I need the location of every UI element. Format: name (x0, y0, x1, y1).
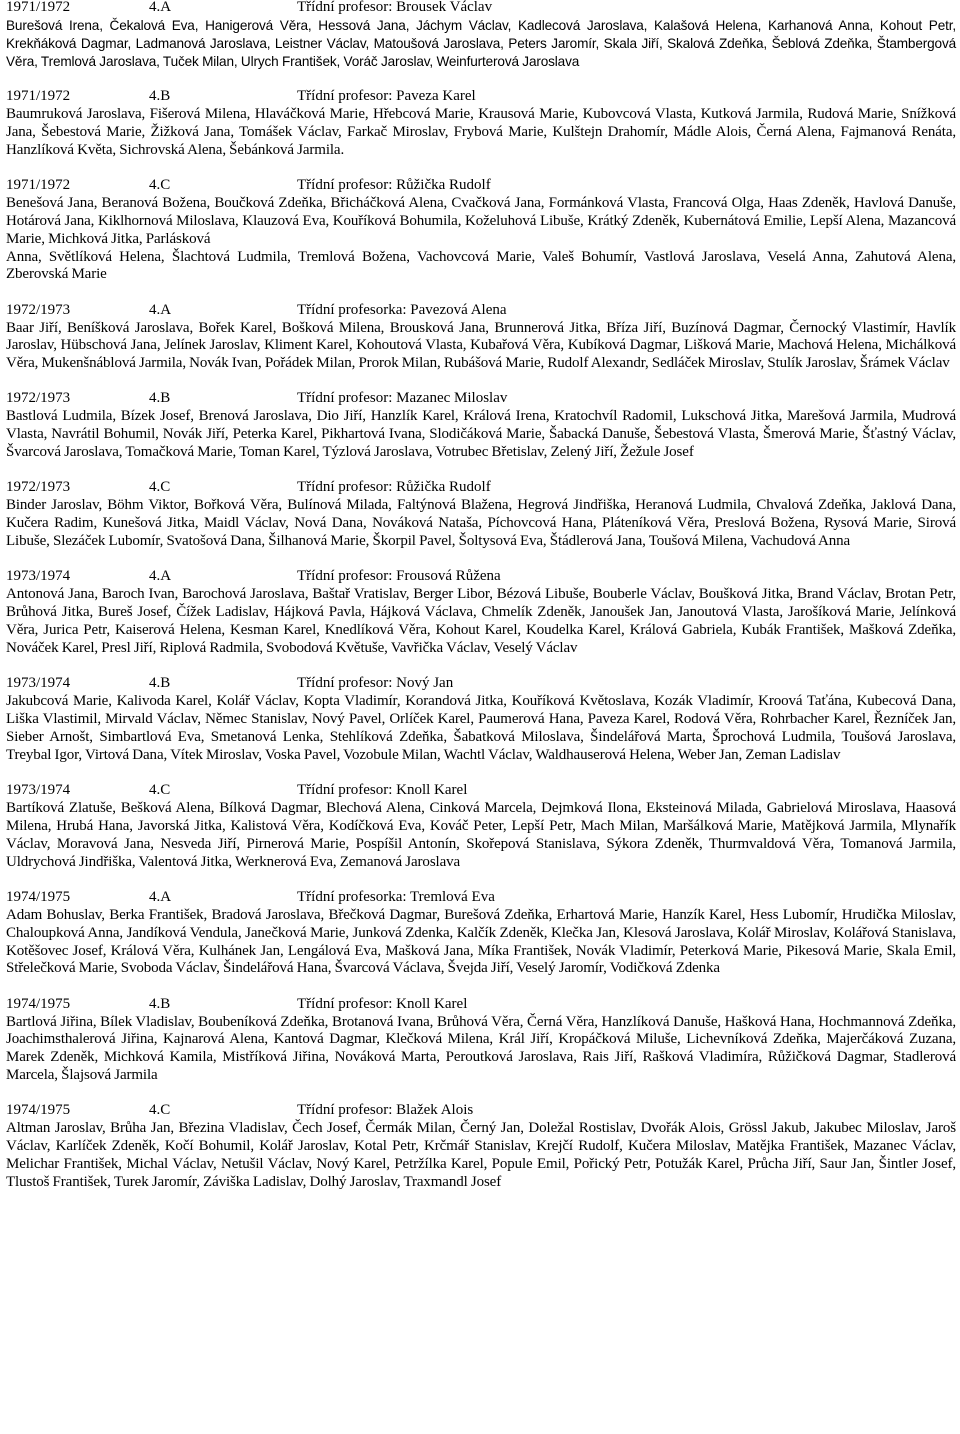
section-header (6, 479, 956, 497)
class-section (6, 568, 956, 658)
student-list: Baar Jiří, Beníšková Jaroslava, Bořek Karel, Bošková Milena, Brousková Jana, Brunnerová Jitka, Bříza Jiří, Buzínová Dagmar, Černocký Vlastimír, Havlík Jaroslav, Hübschová Jana, Jelínek Jaroslav, Kliment Karel, Kohoutová Vlasta, Kubařová Věra, Kubíková Dagmar, Lišková Marie, Machová Helena, Michálková Věra, Mukenšnáblová Jarmila, Novák Ivan, Pořádek Milan, Prorok Milan, Rubášová Marie, Rudolf Alexandr, Sedláček Miroslav, Stulík Jaroslav, Šrámek Václav (6, 319, 956, 372)
class-section (6, 390, 956, 462)
class-teacher: Třídní profesor: Růžička Rudolf (297, 479, 491, 496)
school-year: 1972/1973 (6, 479, 71, 496)
section-header (6, 88, 956, 106)
class-section (6, 996, 956, 1086)
school-year: 1971/1972 (6, 0, 71, 15)
class-section (6, 479, 956, 551)
school-year: 1974/1975 (6, 995, 71, 1012)
class-label: 4.A (149, 301, 172, 318)
section-header (6, 177, 956, 195)
section-header (6, 0, 956, 17)
school-year: 1974/1975 (6, 1102, 71, 1119)
school-year: 1971/1972 (6, 87, 71, 104)
section-header (6, 568, 956, 586)
class-label: 4.C (149, 176, 171, 193)
student-list: Benešová Jana, Beranová Božena, Boučková Zdeňka, Břicháčková Alena, Cvačková Jana, Formánková Vlasta, Francová Olga, Haas Zdeněk, Havlová Danuše, Hotárová Jana, Kiklhornová Miloslava, Klauzová Eva, Kouříková Bohumila, Koželuhová Libuše, Krátký Zdeněk, Kubernátová Emilie, Lepší Alena, Mazancová Marie, Michková Jitka, Parlásková (6, 194, 956, 247)
student-list: Baumruková Jaroslava, Fišerová Milena, Hlaváčková Marie, Hřebcová Marie, Krausová Marie, Kubovcová Vlasta, Kutková Jarmila, Rudová Marie, Snížková Jana, Šebestová Marie, Žižková Jana, Tomášek Václav, Farkač Miroslav, Frybová Marie, Kulštejn Drahomír, Mádle Alois, Černá Alena, Fajmanová Renáta, Hanzlíková Květa, Sichrovská Alena, Šebánková Jarmila. (6, 105, 956, 158)
student-list: Altman Jaroslav, Brůha Jan, Březina Vladislav, Čech Josef, Čermák Milan, Černý Jan, Doležal Rostislav, Dvořák Alois, Grössl Jakub, Jakubec Miloslav, Jaroš Václav, Karlíček Zdeněk, Kočí Bohumil, Kolář Jaroslav, Kotal Petr, Krčmář Stanislav, Krejčí Rudolf, Kučera Miloslav, Matějka František, Mazanec Václav, Melichar František, Michal Václav, Netušil Václav, Nový Karel, Petržílka Karel, Popule Emil, Pořický Petr, Potužák Karel, Průcha Jiří, Saur Jan, Šintler Josef, Tlustoš František, Turek Jaromír, Záviška Ladislav, Dolhý Jaroslav, Traxmandl Josef (6, 1120, 956, 1191)
class-label: 4.B (149, 995, 171, 1012)
class-label: 4.B (149, 87, 171, 104)
school-year: 1973/1974 (6, 781, 71, 798)
class-label: 4.C (149, 781, 171, 798)
student-list: Antonová Jana, Baroch Ivan, Barochová Jaroslava, Baštař Vratislav, Berger Libor, Bézová Libuše, Bouberle Václav, Boušková Jitka, Brand Václav, Brotan Petr, Brůhová Jitka, Bureš Josef, Čížek Ladislav, Hájková Pavla, Hájková Václava, Chmelík Zdeněk, Janoušek Jan, Janoutová Vlasta, Jarošíková Marie, Jelínková Věra, Jurica Petr, Kaiserová Helena, Kesman Karel, Knedlíková Věra, Kohout Karel, Koudelka Karel, Králová Gabriela, Kubák František, Mašková Zdeňka, Nováček Karel, Presl Jiří, Riplová Radmila, Svobodová Květuše, Vavřička Václav, Veselý Václav (6, 586, 956, 656)
class-section (6, 889, 956, 979)
class-teacher: Třídní profesorka: Tremlová Eva (297, 888, 495, 905)
class-section (6, 782, 956, 872)
class-section (6, 302, 956, 374)
class-label: 4.A (149, 888, 172, 905)
class-label: 4.C (149, 1102, 171, 1119)
class-section (6, 177, 956, 285)
section-header (6, 302, 956, 320)
school-year: 1971/1972 (6, 176, 71, 193)
school-year: 1973/1974 (6, 675, 71, 692)
school-year: 1972/1973 (6, 301, 71, 318)
student-list: Bartlová Jiřina, Bílek Vladislav, Boubeníková Zdeňka, Brotanová Ivana, Brůhová Věra, Černá Věra, Hanzlíková Danuše, Hašková Hana, Hochmannová Zdeňka, Joachimsthalerová Jiřina, Kajnarová Alena, Kantová Dagmar, Klečková Milena, Král Jiří, Kropáčková Miluše, Lichevníková Zdeňka, Majerčáková Zuzana, Marek Zdeněk, Michková Kamila, Mistříková Jiřina, Nováková Marta, Peroutková Jaroslava, Rais Jiří, Rašková Vladimíra, Růžičková Dagmar, Stadlerová Marcela, Šlajsová Jarmila (6, 1013, 956, 1084)
student-list-continued: Anna, Světlíková Helena, Šlachtová Ludmila, Tremlová Božena, Vachovcová Marie, Valeš Bohumír, Vastlová Jaroslava, Veselá Anna, Zahutová Alena, Zberovská Marie (6, 248, 956, 283)
class-label: 4.A (149, 0, 172, 15)
school-year: 1974/1975 (6, 888, 71, 905)
student-list: Bartíková Zlatuše, Bešková Alena, Bílková Dagmar, Blechová Alena, Cinková Marcela, Dejmková Ilona, Eksteinová Milada, Gabrielová Miroslava, Haasová Milena, Hrubá Hana, Javorská Jitka, Kalistová Věra, Kodíčková Eva, Kováč Peter, Lepší Petr, Mach Milan, Maršálková Marie, Matějková Jarmila, Mlynařík Václav, Moravová Jana, Nesveda Jiří, Pirnerová Marie, Pospíšil Antonín, Skořepová Stanislava, Sýkora Zdeněk, Thurmvaldová Věra, Tomanová Jarmila, Uldrychová Jindřiška, Valentová Jitka, Werknerová Eva, Zemanová Jaroslava (6, 799, 956, 870)
class-section (6, 675, 956, 765)
class-teacher: Třídní profesor: Knoll Karel (297, 781, 468, 798)
section-header (6, 390, 956, 408)
class-teacher: Třídní profesor: Knoll Karel (297, 995, 468, 1012)
class-section (6, 88, 956, 160)
class-label: 4.C (149, 479, 171, 496)
school-year: 1973/1974 (6, 568, 71, 585)
class-teacher: Třídní profesor: Paveza Karel (297, 87, 476, 104)
class-teacher: Třídní profesor: Nový Jan (297, 675, 454, 692)
class-teacher: Třídní profesor: Brousek Václav (297, 0, 493, 15)
school-year: 1972/1973 (6, 390, 71, 407)
class-teacher: Třídní profesor: Frousová Růžena (297, 568, 501, 585)
class-teacher: Třídní profesor: Blažek Alois (297, 1102, 474, 1119)
section-header (6, 996, 956, 1014)
section-header (6, 675, 956, 693)
student-list: Burešová Irena, Čekalová Eva, Hanigerová Věra, Hessová Jana, Jáchym Václav, Kadlecová Jaroslava, Kalašová Helena, Karhanová Anna, Kohout Petr, Krekňáková Dagmar, Ladmanová Jaroslava, Leistner Václav, Matoušová Jaroslava, Peters Jaromír, Skala Jiří, Skalová Zdeňka, Šeblová Zdeňka, Štambergová Věra, Tremlová Jaroslava, Tuček Milan, Ulrych František, Voráč Jaroslav, Weinfurterová Jaroslava (6, 18, 956, 69)
class-label: 4.A (149, 568, 172, 585)
class-section (6, 0, 956, 71)
class-section (6, 1102, 956, 1192)
student-list: Jakubcová Marie, Kalivoda Karel, Kolář Václav, Kopta Vladimír, Korandová Jitka, Kouříková Květoslava, Kozák Vladimír, Kroová Taťána, Kubecová Dana, Liška Vlastimil, Mirvald Václav, Němec Stanislav, Nový Pavel, Orlíček Karel, Paumerová Hana, Paveza Karel, Rodová Věra, Rohrbacher Karel, Řezníček Jan, Sieber Arnošt, Simbartlová Eva, Smetanová Lenka, Stehlíková Zdeňka, Šabatková Miloslava, Šindelářová Marta, Šprochová Ludmila, Toušová Jaroslava, Treybal Igor, Virtová Dana, Vítek Miroslav, Voska Pavel, Vozobule Milan, Wachtl Václav, Waldhauserová Helena, Weber Jan, Zeman Ladislav (6, 693, 956, 763)
section-header (6, 889, 956, 907)
student-list: Bastlová Ludmila, Bízek Josef, Brenová Jaroslava, Dio Jiří, Hanzlík Karel, Králová Irena, Kratochvíl Radomil, Lukschová Jitka, Marešová Jarmila, Mudrová Vlasta, Navrátil Bohumil, Novák Jiří, Peterka Karel, Pikhartová Ivana, Slodičáková Marie, Šabacká Danuše, Šebestová Vlasta, Šmerová Marie, Šťastný Václav, Švarcová Jaroslava, Tomačková Marie, Toman Karel, Týzlová Jaroslava, Votrubec Břetislav, Zelený Jiří, Žežule Josef (6, 408, 956, 461)
section-header (6, 782, 956, 800)
class-label: 4.B (149, 675, 171, 692)
student-list: Adam Bohuslav, Berka František, Bradová Jaroslava, Břečková Dagmar, Burešová Zdeňka, Erhartová Marie, Hanzík Karel, Hess Lubomír, Hrudička Miloslav, Chaloupková Anna, Jandíková Vendula, Janečková Marie, Junková Zdenka, Kalčík Zdeněk, Klečka Jan, Klesová Jaroslava, Kolář Miroslav, Kolářová Stanislava, Kotěšovec Josef, Králová Věra, Kulhánek Jan, Lengálová Eva, Mašková Jana, Míka František, Novák Vladimír, Peterková Marie, Pikesová Marie, Skala Emil, Střelečková Marie, Svoboda Václav, Šindelářová Hana, Švarcová Václava, Švejda Jiří, Veselý Jaromír, Vodičková Zdenka (6, 906, 956, 977)
class-label: 4.B (149, 390, 171, 407)
class-teacher: Třídní profesorka: Pavezová Alena (297, 301, 507, 318)
student-list: Binder Jaroslav, Böhm Viktor, Bořková Věra, Bulínová Milada, Faltýnová Blažena, Hegrová Jindřiška, Heranová Ludmila, Chvalová Zdeňka, Jaklová Dana, Kučera Radim, Kunešová Jitka, Maidl Václav, Nová Dana, Nováková Nataša, Píchovcová Hana, Pláteníková Věra, Preslová Božena, Rysová Marie, Sirová Libuše, Slezáček Lubomír, Svatošová Dana, Šilhanová Marie, Škorpil Pavel, Šoltysová Eva, Štádlerová Jana, Toušová Milena, Vachudová Anna (6, 497, 956, 550)
section-header (6, 1102, 956, 1120)
class-teacher: Třídní profesor: Růžička Rudolf (297, 176, 491, 193)
class-teacher: Třídní profesor: Mazanec Miloslav (297, 390, 508, 407)
